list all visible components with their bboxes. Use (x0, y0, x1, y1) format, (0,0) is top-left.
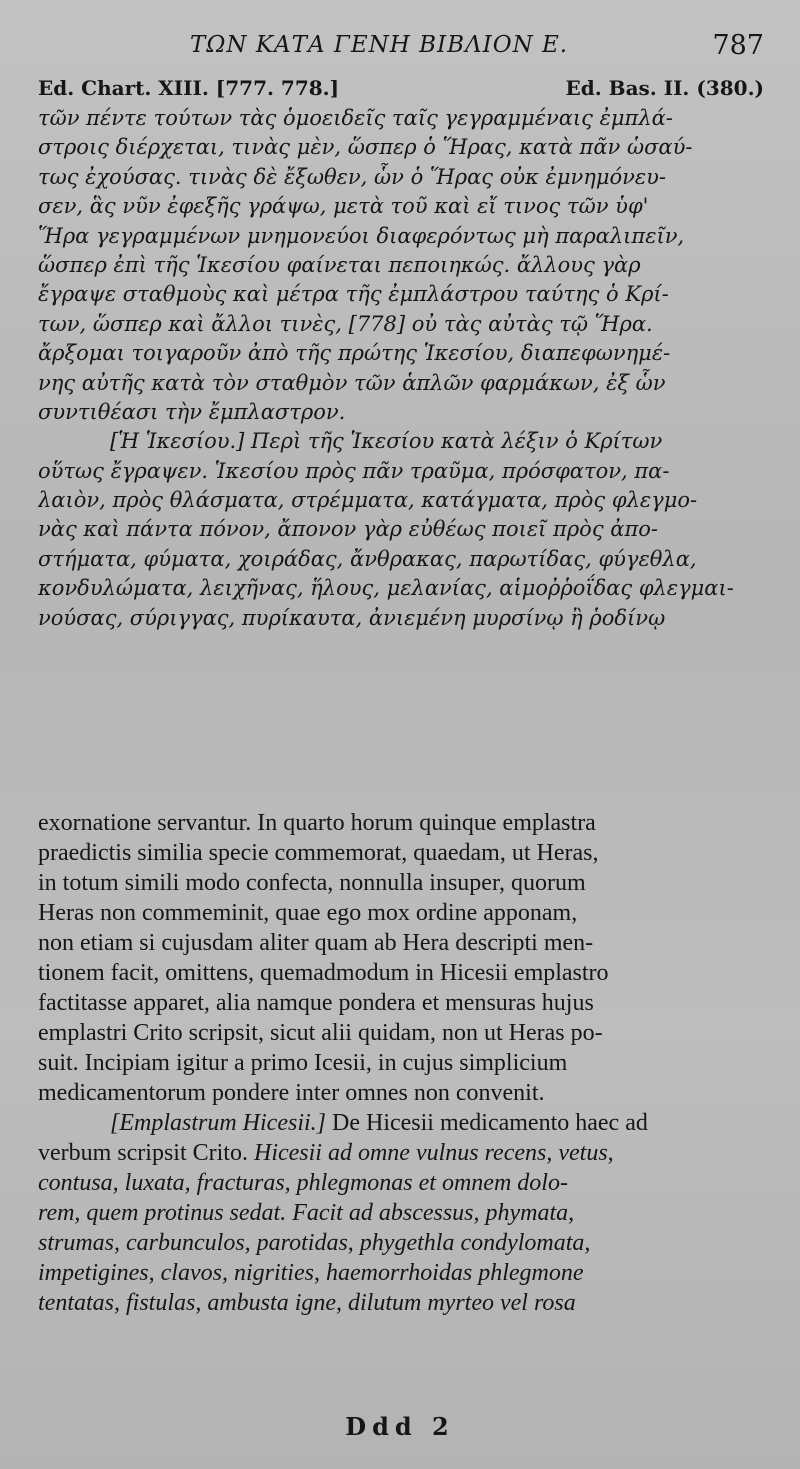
edition-reference-line (38, 76, 764, 106)
greek-line: νούσας, σύριγγας, πυρίκαυτα, ἀνιεμένη μυρσίνῳ ἢ ῥοδίνῳ (38, 605, 666, 630)
greek-line: ἄρξομαι τοιγαροῦν ἀπὸ τῆς πρώτης Ἱκεσίου, διαπεφωνημέ- (38, 341, 671, 366)
edition-basel-ref: Ed. Bas. II. (380.) (565, 76, 764, 100)
greek-line: οὕτως ἔγραψεν. Ἱκεσίου πρὸς πᾶν τραῦμα, πρόσφατον, πα- (38, 458, 670, 483)
page-number: 787 (712, 30, 764, 61)
latin-text-block (38, 808, 766, 1318)
greek-line: κονδυλώματα, λειχῆνας, ἥλους, μελανίας, αἱμοῤῥοΐδας φλεγμαι- (38, 576, 734, 601)
latin-line (38, 1108, 766, 1138)
latin-line: emplastri Crito scripsit, sicut alii quidam, non ut Heras po- (38, 1020, 603, 1046)
greek-line: ὥσπερ ἐπὶ τῆς Ἱκεσίου φαίνεται πεποιηκώς. ἄλλους γὰρ (38, 252, 641, 277)
section-title-hicesii: [Emplastrum Hicesii.] (110, 1110, 326, 1136)
greek-line: στροις διέρχεται, τινὰς μὲν, ὥσπερ ὁ Ἥρας, κατὰ πᾶν ὡσαύ- (38, 135, 693, 160)
greek-line: [Ἡ Ἱκεσίου.] Περὶ τῆς Ἱκεσίου κατὰ λέξιν ὁ Κρίτων (110, 429, 663, 454)
greek-text-block (38, 104, 766, 633)
edition-chartier-ref: Ed. Chart. XIII. [777. 778.] (38, 76, 340, 100)
latin-line-italic: impetigines, clavos, nigrities, haemorrhoidas phlegmone (38, 1260, 584, 1286)
greek-line: σεν, ἃς νῦν ἐφεξῆς γράψω, μετὰ τοῦ καὶ εἴ τινος τῶν ὑφ' (38, 194, 649, 219)
latin-line-italic: rem, quem protinus sedat. Facit ad abscessus, phymata, (38, 1200, 575, 1226)
greek-line: νης αὐτῆς κατὰ τὸν σταθμὸν τῶν ἁπλῶν φαρμάκων, ἐξ ὧν (38, 370, 666, 395)
latin-line: factitasse apparet, alia namque pondera et mensuras hujus (38, 990, 594, 1016)
greek-line: λαιὸν, πρὸς θλάσματα, στρέμματα, κατάγματα, πρὸς φλεγμο- (38, 488, 698, 513)
greek-line: των, ὥσπερ καὶ ἄλλοι τινὲς, [778] οὐ τὰς αὐτὰς τῷ Ἥρα. (38, 311, 653, 336)
greek-line: Ἥρα γεγραμμένων μνημονεύοι διαφερόντως μὴ παραλιπεῖν, (38, 223, 685, 248)
latin-line (38, 1138, 766, 1168)
latin-line: in totum simili modo confecta, nonnulla insuper, quorum (38, 870, 586, 896)
greek-line: συντιθέασι τὴν ἔμπλαστρον. (38, 399, 346, 424)
latin-line-text: De Hicesii medicamento haec ad (326, 1110, 648, 1136)
greek-line: στήματα, φύματα, χοιράδας, ἄνθρακας, παρωτίδας, φύγεθλα, (38, 546, 697, 571)
latin-line-italic: Hicesii ad omne vulnus recens, vetus, (253, 1140, 614, 1166)
running-title: ΤΩΝ ΚΑΤΑ ΓΕΝΗ ΒΙΒΛΙΟΝ Ε. (190, 32, 569, 58)
running-head (0, 26, 800, 66)
signature-mark: Ddd 2 (345, 1412, 455, 1441)
latin-line-text: verbum scripsit Crito. (38, 1140, 254, 1166)
greek-line: ἔγραψε σταθμοὺς καὶ μέτρα τῆς ἐμπλάστρου ταύτης ὁ Κρί- (38, 282, 669, 307)
latin-line-italic: strumas, carbunculos, parotidas, phygethla condylomata, (38, 1230, 591, 1256)
greek-line: τως ἐχούσας. τινὰς δὲ ἔξωθεν, ὧν ὁ Ἥρας οὐκ ἐμνημόνευ- (38, 164, 667, 189)
latin-line: praedictis similia specie commemorat, quaedam, ut Heras, (38, 840, 599, 866)
latin-line-italic: tentatas, fistulas, ambusta igne, dilutum myrteo vel rosa (38, 1290, 576, 1316)
latin-line: medicamentorum pondere inter omnes non convenit. (38, 1080, 545, 1106)
latin-line: exornatione servantur. In quarto horum quinque emplastra (38, 810, 596, 836)
latin-line-italic: contusa, luxata, fracturas, phlegmonas et omnem dolo- (38, 1170, 568, 1196)
latin-line: tionem facit, omittens, quemadmodum in Hicesii emplastro (38, 960, 609, 986)
latin-line: Heras non commeminit, quae ego mox ordine apponam, (38, 900, 578, 926)
latin-line: non etiam si cujusdam aliter quam ab Hera descripti men- (38, 930, 594, 956)
greek-line: νὰς καὶ πάντα πόνον, ἄπονον γὰρ εὐθέως ποιεῖ πρὸς ἀπο- (38, 517, 658, 542)
latin-line: suit. Incipiam igitur a primo Icesii, in cujus simplicium (38, 1050, 568, 1076)
greek-line: τῶν πέντε τούτων τὰς ὁμοειδεῖς ταῖς γεγραμμέναις ἐμπλά- (38, 106, 673, 130)
